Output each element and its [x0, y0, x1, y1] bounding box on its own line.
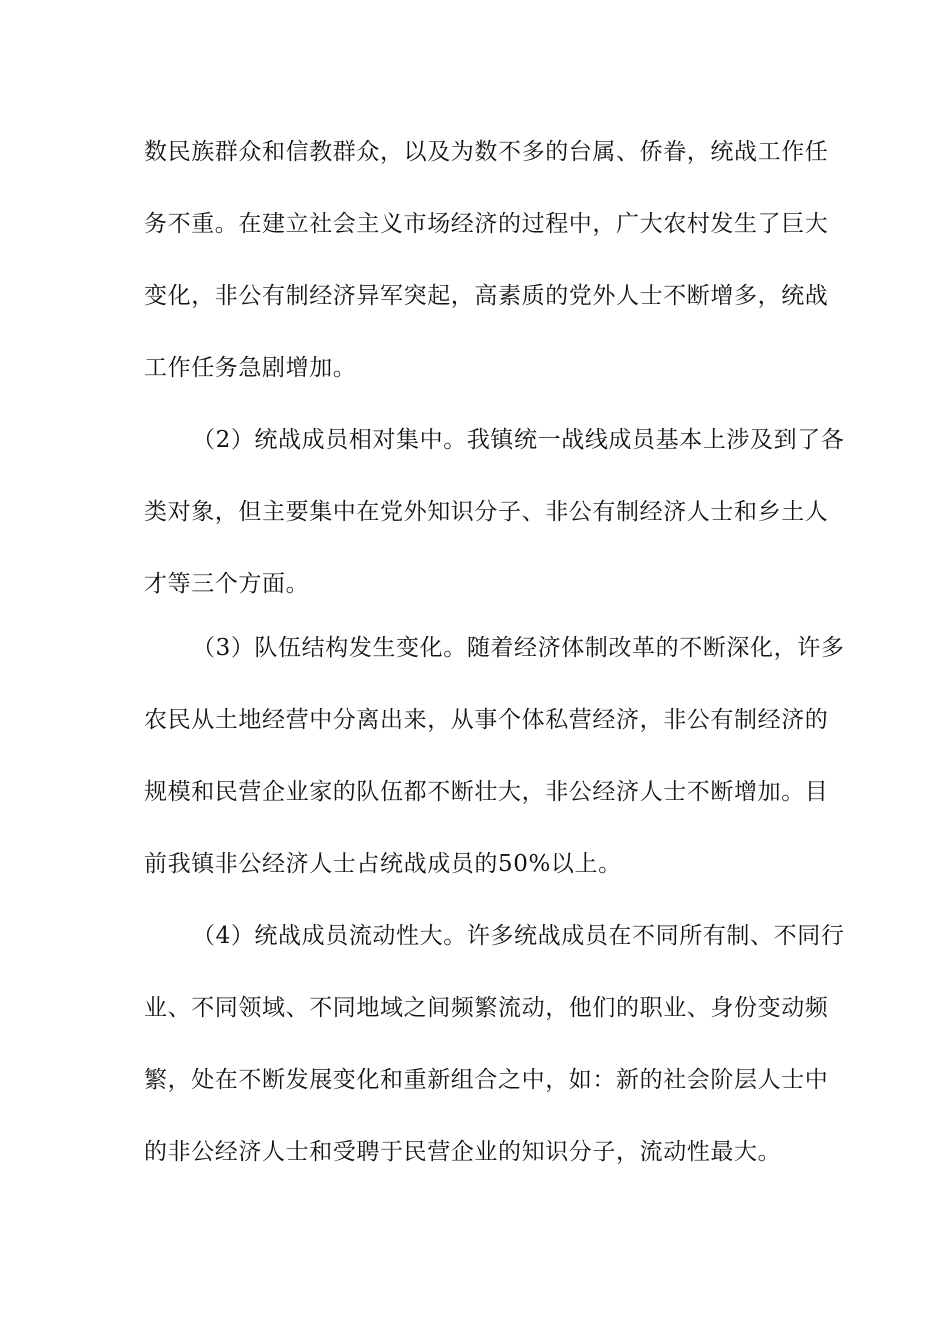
- text-line: 业、不同领域、不同地域之间频繁流动，他们的职业、身份变动频: [144, 995, 829, 1021]
- text-line: 繁，处在不断发展变化和重新组合之中，如：新的社会阶层人士中: [144, 1067, 829, 1093]
- paragraph-2-start: （2）统战成员相对集中。我镇统一战线成员基本上涉及到了各: [192, 427, 845, 453]
- text-line: 工作任务急剧增加。: [144, 355, 357, 381]
- text-line: 变化，非公有制经济异军突起，高素质的党外人士不断增多，统战: [144, 283, 829, 309]
- text-line: 才等三个方面。: [144, 571, 310, 597]
- text-line: 前我镇非公经济人士占统战成员的50%以上。: [144, 851, 622, 877]
- text-line: 的非公经济人士和受聘于民营企业的知识分子，流动性最大。: [144, 1139, 782, 1165]
- text-line: 类对象，但主要集中在党外知识分子、非公有制经济人士和乡土人: [144, 499, 829, 525]
- paragraph-4-start: （4）统战成员流动性大。许多统战成员在不同所有制、不同行: [192, 923, 845, 949]
- text-line: 规模和民营企业家的队伍都不断壮大，非公经济人士不断增加。目: [144, 779, 829, 805]
- paragraph-3-start: （3）队伍结构发生变化。随着经济体制改革的不断深化，许多: [192, 635, 845, 661]
- text-line: 数民族群众和信教群众，以及为数不多的台属、侨眷，统战工作任: [144, 139, 829, 165]
- text-line: 务不重。在建立社会主义市场经济的过程中，广大农村发生了巨大: [144, 211, 829, 237]
- text-line: 农民从土地经营中分离出来，从事个体私营经济，非公有制经济的: [144, 707, 829, 733]
